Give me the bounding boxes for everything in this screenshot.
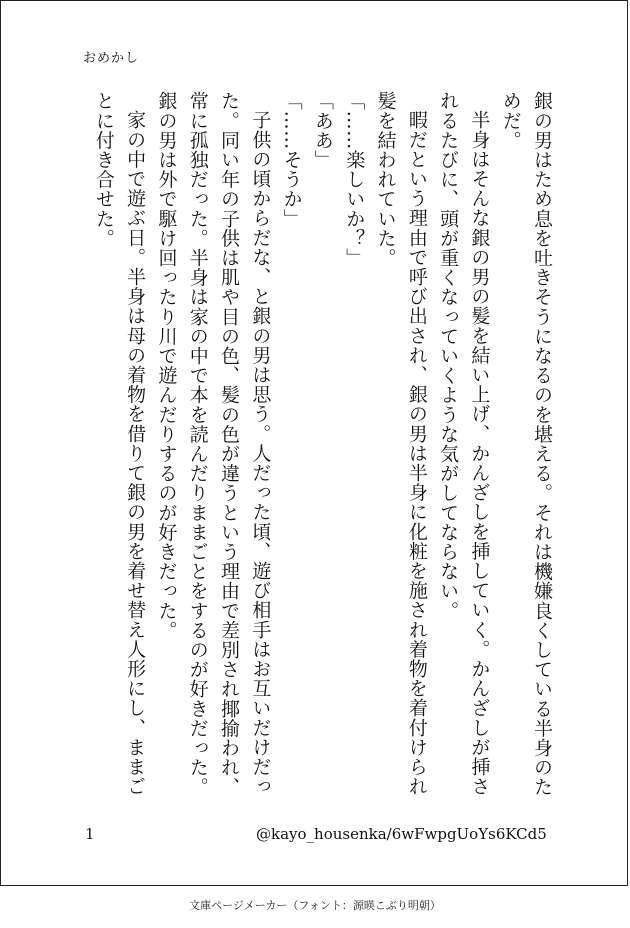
dialogue-line: 「……そうか」 bbox=[280, 91, 303, 229]
book-title: おめかし bbox=[83, 51, 140, 66]
generator-caption: 文庫ページメーカー（フォント：源暎こぶり明朝） bbox=[189, 899, 441, 912]
paragraph: 暇だという理由で呼び出され、銀の男は半身に化粧を施され着物を着付けられ髪を結われていた。 bbox=[374, 91, 428, 796]
vertical-body-text bbox=[57, 91, 557, 811]
page-number: 1 bbox=[85, 825, 95, 843]
paragraph: 子供の頃からだな、と銀の男は思う。人だった頃、遊び相手はお互いだけだった。同い年の子供は肌や目の色、髪の色が違うという理由で差別され揶揄われ、常に孤独だった。半身は家の中で本を読んだりままごとをするのが好きだった。銀の男は外で駆け回ったり川で遊んだりするのが好きだった。 bbox=[155, 91, 272, 797]
dialogue-line: 「ああ」 bbox=[311, 91, 334, 170]
paragraph: 家の中で遊ぶ日。半身は母の着物を借りて銀の男を着せ替え人形にし、ままごとに付き合せた。 bbox=[92, 91, 147, 796]
author-credit: @kayo_housenka/6wFwpgUoYs6KCd5 bbox=[256, 825, 547, 843]
paragraph: 銀の男はため息を吐きそうになるのを堪える。それは機嫌良くしている半身のためだ。 bbox=[499, 91, 553, 797]
dialogue-line: 「……楽しいか？」 bbox=[343, 91, 366, 268]
paragraph: 半身はそんな銀の男の髪を結い上げ、かんざしを挿していく。かんざしが挿されるたびに、頭が重くなっていくような気がしてならない。 bbox=[437, 91, 491, 796]
